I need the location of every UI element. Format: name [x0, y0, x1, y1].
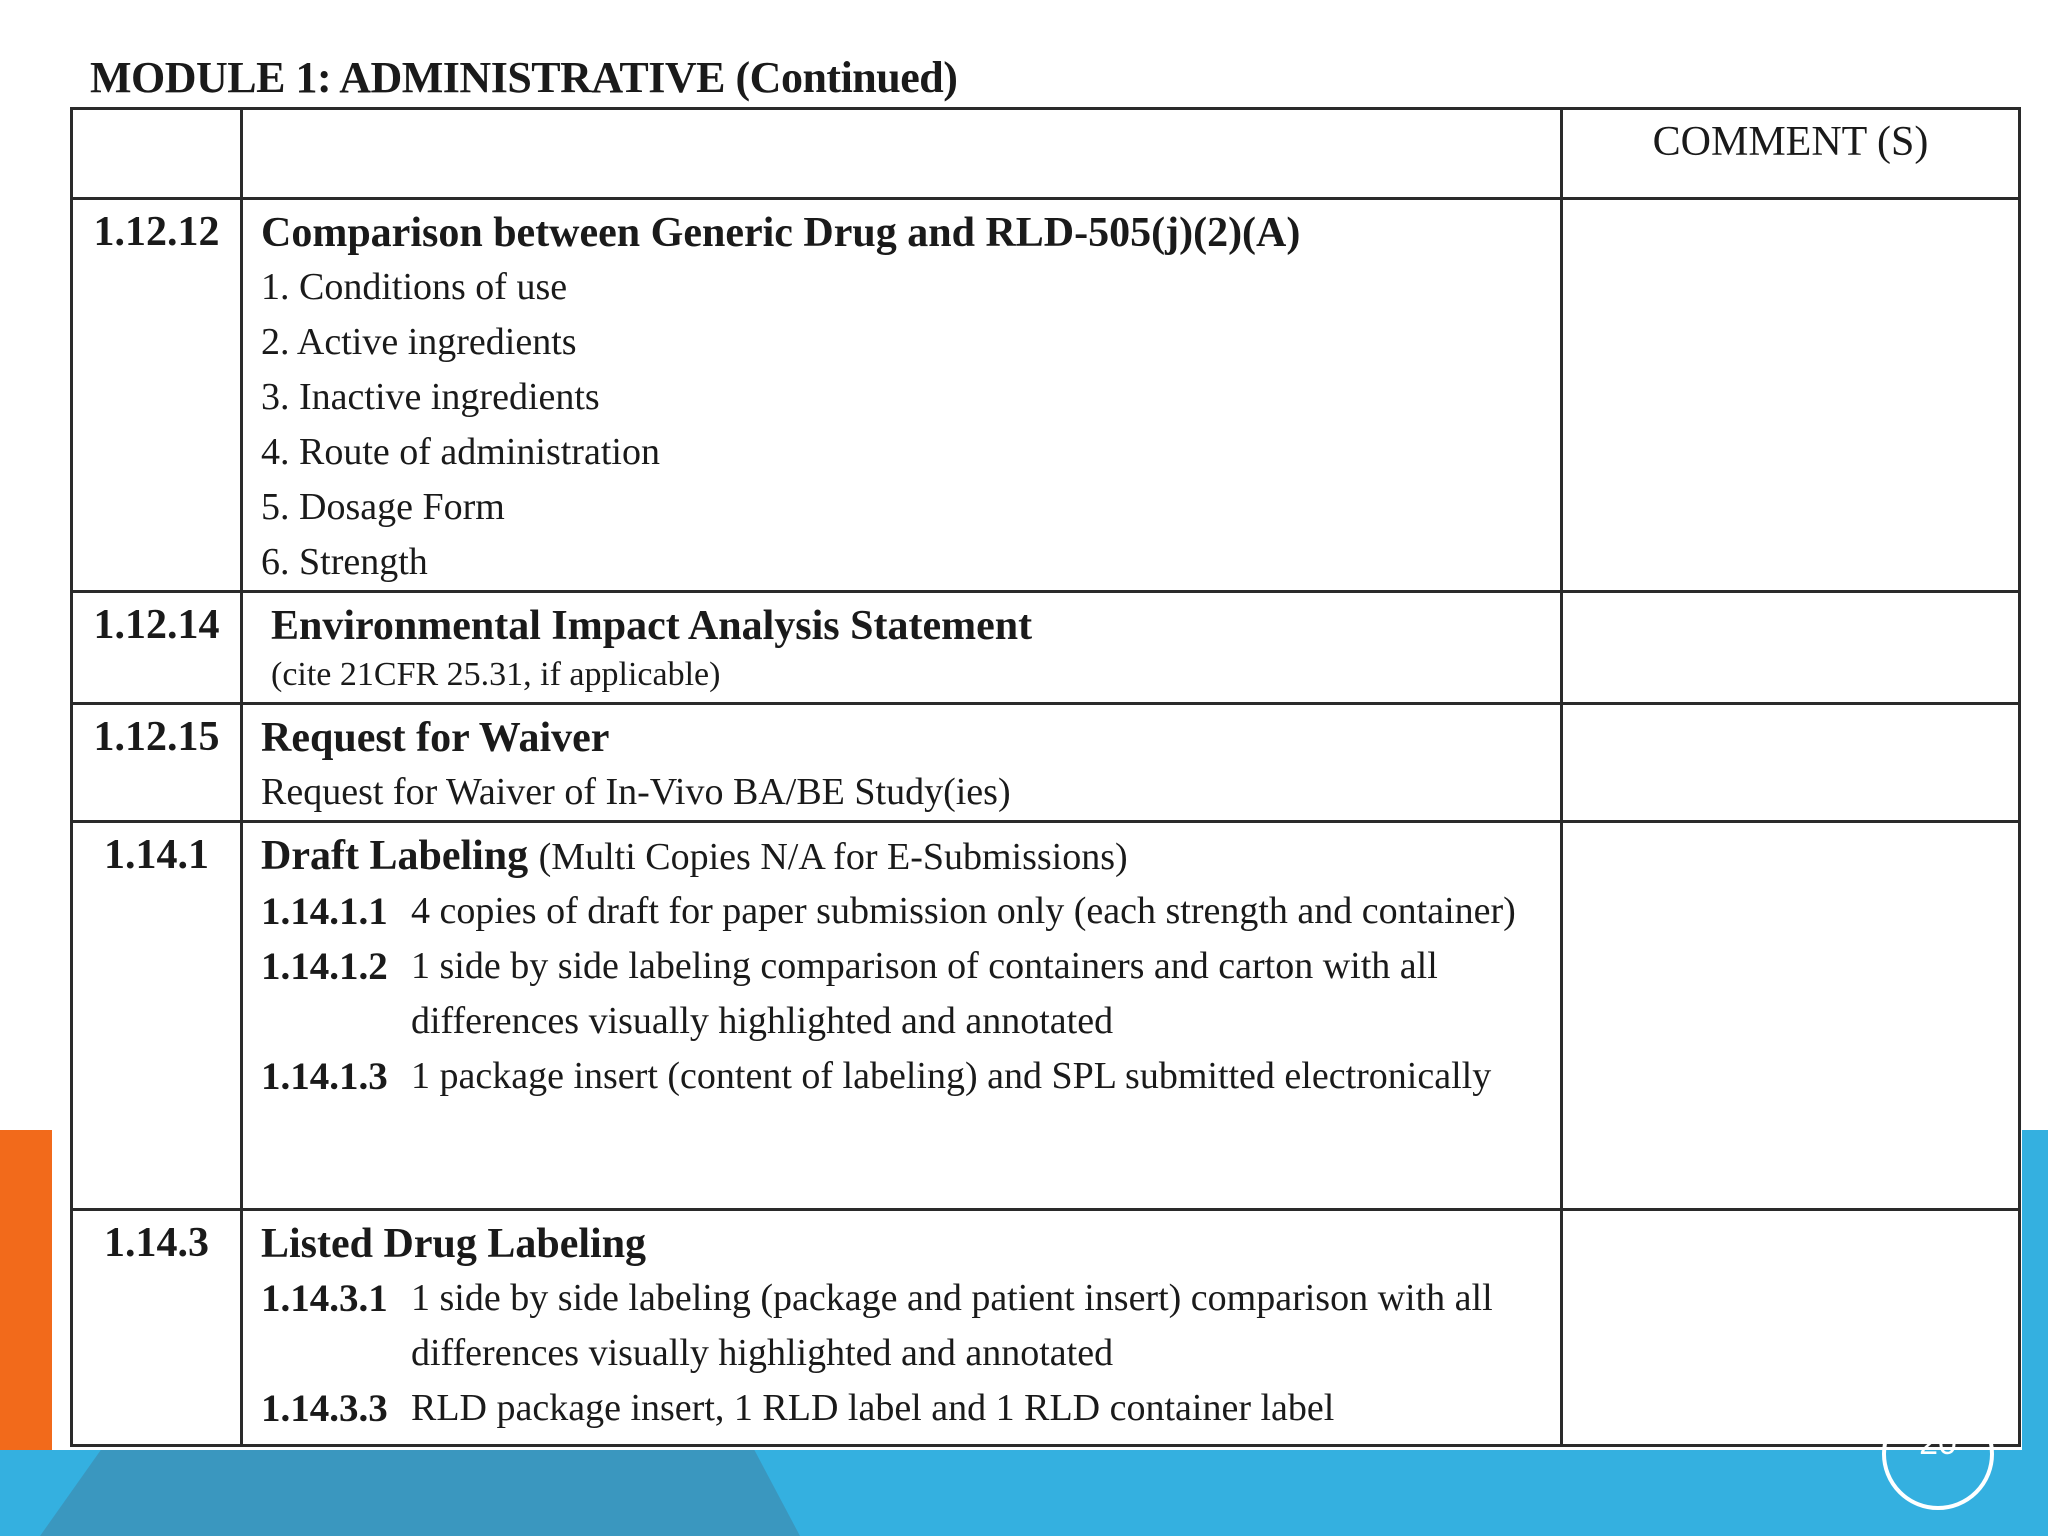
list-item: 6. Strength: [261, 541, 428, 583]
row-content: [242, 1210, 1562, 1446]
row-number: 1.14.3: [72, 1210, 242, 1446]
row-title: Environmental Impact Analysis Statement: [271, 603, 1033, 649]
row-content: [242, 704, 1562, 822]
sub-item-text: 1 side by side labeling comparison of containers and carton with all differences visually highlighted and annotated: [411, 945, 1438, 1042]
row-content: [242, 822, 1562, 1210]
comment-cell: [1562, 199, 2020, 592]
sub-item: [261, 1271, 1542, 1381]
cyan-side-accent: [2022, 1130, 2048, 1460]
sub-item-number: 1.14.1.3: [261, 1055, 388, 1098]
list-item: 4. Route of administration: [261, 431, 660, 473]
row-content: [242, 592, 1562, 704]
header-number-cell: [72, 109, 242, 199]
module-title: MODULE 1: ADMINISTRATIVE (Continued): [90, 53, 958, 102]
comment-header: COMMENT (S): [1562, 109, 2020, 199]
sub-item-number: 1.14.1.2: [261, 945, 388, 988]
row-title-text: Draft Labeling: [261, 833, 529, 879]
row-number: 1.12.15: [72, 704, 242, 822]
row-title: Request for Waiver: [261, 715, 610, 761]
orange-side-accent: [0, 1130, 52, 1460]
sub-item-number: 1.14.3.3: [261, 1387, 388, 1430]
list-item: 3. Inactive ingredients: [261, 376, 600, 418]
list-item: Request for Waiver of In-Vivo BA/BE Study(ies): [261, 771, 1011, 813]
sub-item-text: RLD package insert, 1 RLD label and 1 RLD container label: [411, 1387, 1335, 1429]
row-title: Listed Drug Labeling: [261, 1221, 647, 1267]
row-content: [242, 199, 1562, 592]
checklist-table: [70, 107, 2021, 1447]
list-item: 1. Conditions of use: [261, 266, 568, 308]
list-item: 5. Dosage Form: [261, 486, 505, 528]
row-number: 1.12.12: [72, 199, 242, 592]
table-row: [72, 1210, 2020, 1446]
comment-cell: [1562, 704, 2020, 822]
row-number: 1.14.1: [72, 822, 242, 1210]
list-item: 2. Active ingredients: [261, 321, 577, 363]
row-title-suffix: (Multi Copies N/A for E-Submissions): [538, 836, 1128, 878]
sub-item: [261, 939, 1542, 1049]
table-row: [72, 592, 2020, 704]
row-number: 1.12.14: [72, 592, 242, 704]
sub-item-text: 1 side by side labeling (package and patient insert) comparison with all differences visually highlighted and annotated: [411, 1277, 1493, 1374]
row-note: (cite 21CFR 25.31, if applicable): [271, 656, 721, 693]
sub-item-number: 1.14.3.1: [261, 1277, 388, 1320]
sub-item: [261, 884, 1542, 939]
sub-item-text: 4 copies of draft for paper submission only (each strength and container): [411, 890, 1516, 932]
table-row: [72, 704, 2020, 822]
table-row: [72, 822, 2020, 1210]
table-header-row: [72, 109, 2020, 199]
page-number-badge: 20: [1882, 1398, 1994, 1510]
comment-cell: [1562, 592, 2020, 704]
bottom-band-dark-segment: [40, 1450, 800, 1536]
row-title: Comparison between Generic Drug and RLD-505(j)(2)(A): [261, 210, 1301, 256]
sub-item: [261, 1381, 1542, 1436]
comment-cell: [1562, 822, 2020, 1210]
sub-item-text: 1 package insert (content of labeling) and SPL submitted electronically: [411, 1055, 1492, 1097]
row-title: [261, 829, 1542, 884]
document-page: [52, 0, 2022, 1450]
sub-item-number: 1.14.1.1: [261, 890, 388, 933]
table-row: [72, 199, 2020, 592]
sub-item: [261, 1049, 1542, 1104]
header-description-cell: [242, 109, 1562, 199]
